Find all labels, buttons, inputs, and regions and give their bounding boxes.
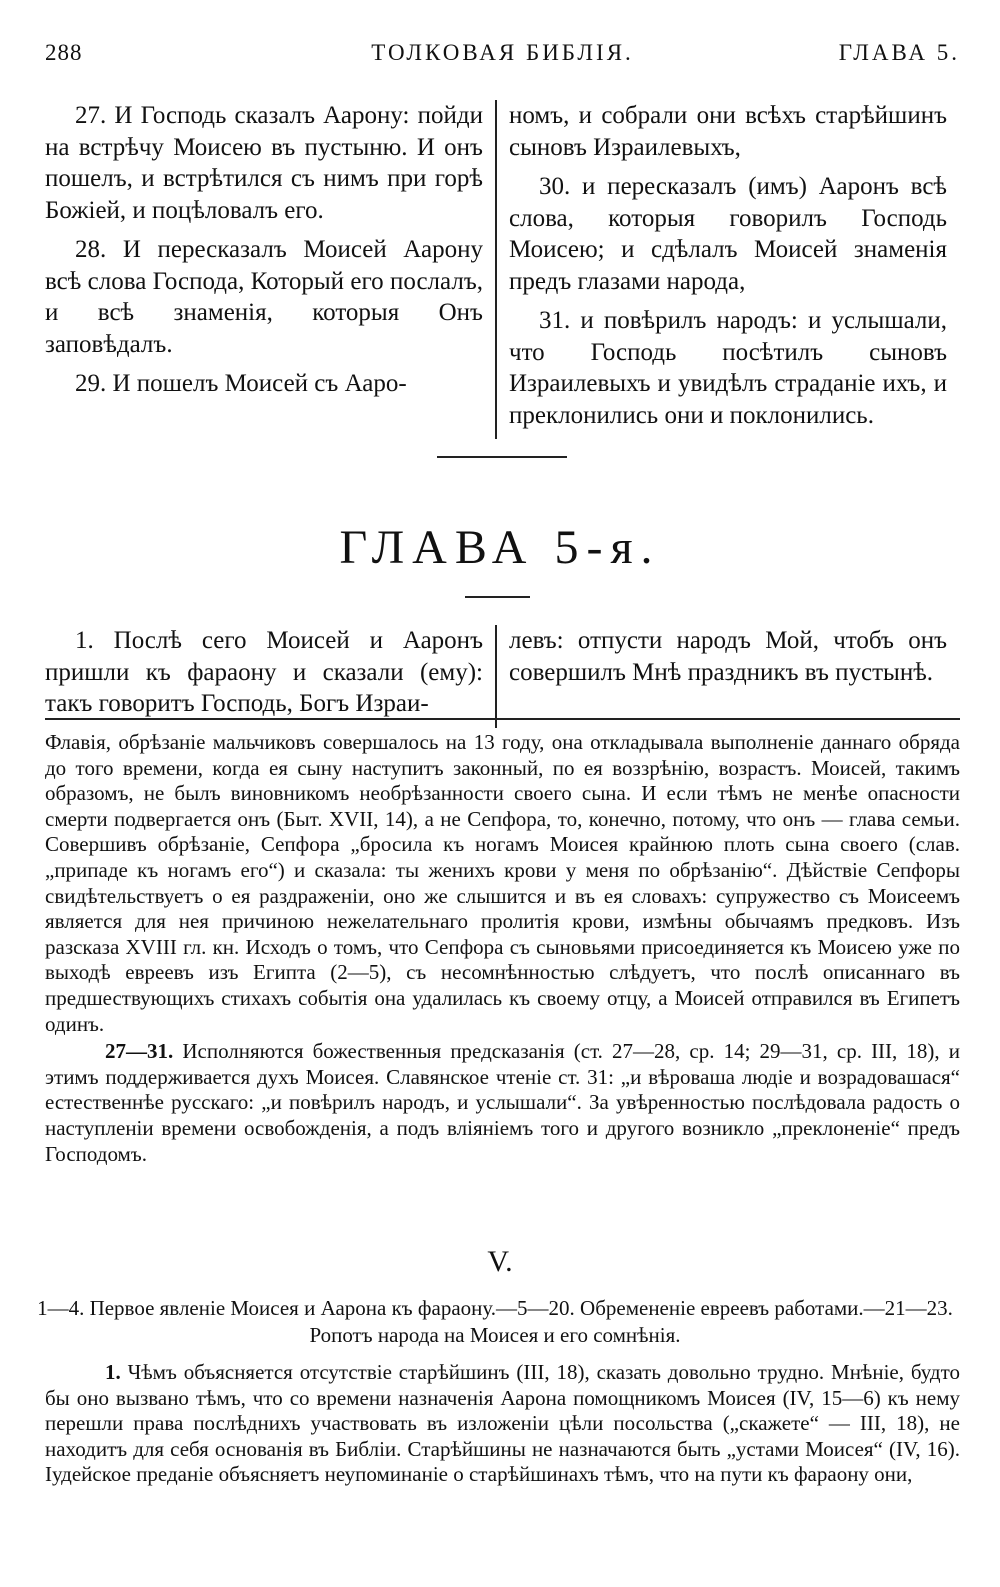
page-number: 288 — [45, 40, 83, 65]
chapter-verse-column-left — [45, 625, 495, 728]
scripture-column-left — [45, 100, 495, 439]
verse-28: 28. И пересказалъ Моисей Аарону всѣ слова Господа, Который его послалъ, и всѣ знаменія, которыя Онъ заповѣдалъ. — [45, 236, 483, 358]
section-separator — [437, 456, 567, 458]
section-summary: 1—4. Первое явленіе Моисея и Аарона къ фараону.—5—20. Обремененіе евреевъ работами.—21—23. Ропотъ народа на Моисея и его сомнѣнія. — [37, 1296, 953, 1347]
verse-reference: 27—31. — [105, 1039, 174, 1064]
commentary-paragraph-27-31: 27—31. Исполняются божественныя предсказанія (ст. 27—28, ср. 14; 29—31, ср. III, 18), и этимъ поддерживается духъ Моисея. Славянское чтеніе ст. 31: „и вѣроваша людіе и возрадовашася“ естественнѣе русскаго: „и повѣрилъ народъ, и услышали“. За увѣренностью послѣдовала радость о наступленіи времени освобожденія, а подъ вліяніемъ того и другого возникло „преклоненіе“ предъ Господомъ. — [45, 1039, 960, 1166]
verse-27: 27. И Господь сказалъ Аарону: пойди на встрѣчу Моисею въ пустыню. И онъ пошелъ, и встрѣтился съ нимъ при горѣ Божіей, и поцѣловалъ его. — [45, 102, 483, 224]
verse-30: 30. и пересказалъ (имъ) Ааронъ всѣ слова, которыя говорилъ Господь Моисею; и сдѣлалъ Моисей знаменія предъ глазами народа, — [509, 173, 947, 295]
commentary-verse-1: 1. Чѣмъ объясняется отсутствіе старѣйшинъ (III, 18), сказать довольно трудно. Мнѣніе, будто бы оно вызвано тѣмъ, что со времени назначенія Аарона помощникомъ Моисея (IV, 15—6) къ нему перешли права послѣднихъ участвовать въ изложеніи цѣли посольства („скажете“ — III, 18), не находитъ для себя основанія въ Библіи. Старѣйшины не назначаются быть „устами Моисея“ (IV, 16). Іудейское преданіе объясняетъ неупоминаніе о старѣйшинахъ тѣмъ, что на пути къ фараону они, — [45, 1360, 960, 1487]
verse-29-continued: номъ, и собрали они всѣхъ старѣйшинъ сыновъ Израилевыхъ, — [509, 102, 947, 161]
scripture-columns-chapter — [45, 625, 960, 728]
scripture-column-right — [497, 100, 947, 439]
verse-29: 29. И пошелъ Моисей съ Ааро- — [75, 370, 407, 397]
verse-1-continued: левъ: отпусти народъ Мой, чтобъ онъ совершилъ Мнѣ праздникъ въ пустынѣ. — [509, 627, 947, 686]
commentary-divider — [45, 718, 960, 720]
running-title: ТОЛКОВАЯ БИБЛІЯ. — [371, 40, 634, 65]
chapter-reference: ГЛАВА 5. — [838, 40, 960, 65]
commentary-upper — [45, 730, 960, 1169]
commentary-lower — [45, 1360, 960, 1490]
title-underline — [465, 596, 530, 598]
verse-1: 1. Послѣ сего Моисей и Ааронъ пришли къ фараону и сказали (ему): такъ говоритъ Господь, Богъ Израи- — [45, 627, 483, 717]
chapter-verse-column-right — [497, 625, 947, 728]
section-numeral: V. — [487, 1245, 513, 1278]
scripture-columns-top — [45, 100, 960, 439]
verse-31: 31. и повѣрилъ народъ: и услышали, что Господь посѣтилъ сыновъ Израилевыхъ и увидѣлъ страданіе ихъ, и преклонились они и поклонились. — [509, 307, 947, 429]
chapter-title: ГЛАВА 5-я. — [339, 521, 661, 574]
verse-reference: 1. — [105, 1360, 121, 1384]
page-header — [45, 40, 960, 70]
commentary-paragraph: Флавія, обрѣзаніе мальчиковъ совершалось на 13 году, она откладывала выполненіе даннаго обряда до того времени, когда ея сыну наступитъ законный, по ея воззрѣнію, возрастъ. Моисей, такимъ образомъ, не былъ виновникомъ необрѣзанности своего сына. И если тѣмъ не менѣе опасности смерти подвергается онъ (Быт. XVII, 14), а не Сепфора, то, конечно, потому, что онъ — глава семьи. Совершивъ обрѣзаніе, Сепфора „бросила къ ногамъ Моисея крайнюю плоть сына своего (слав. „припаде къ ногамъ его“) и сказала: ты женихъ крови у меня по обрѣзанію“. Дѣйствіе Сепфоры свидѣтельствуетъ о ея раздраженіи, оно же слышится и въ ея словахъ: супружество съ Моисеемъ является для нея причиною нежелательнаго пролитія крови, измѣны обычаямъ предковъ. Изъ разсказа XVIII гл. кн. Исходъ о томъ, что Сепфора съ сыновьями присоединяется къ Моисею уже по выходѣ евреевъ изъ Египта (2—5), съ несомнѣнностью слѣдуетъ, что послѣ описаннаго въ предшествующихъ стихахъ событія она удалилась къ своему отцу, а Моисей отправился въ Египетъ одинъ. — [45, 730, 960, 1036]
